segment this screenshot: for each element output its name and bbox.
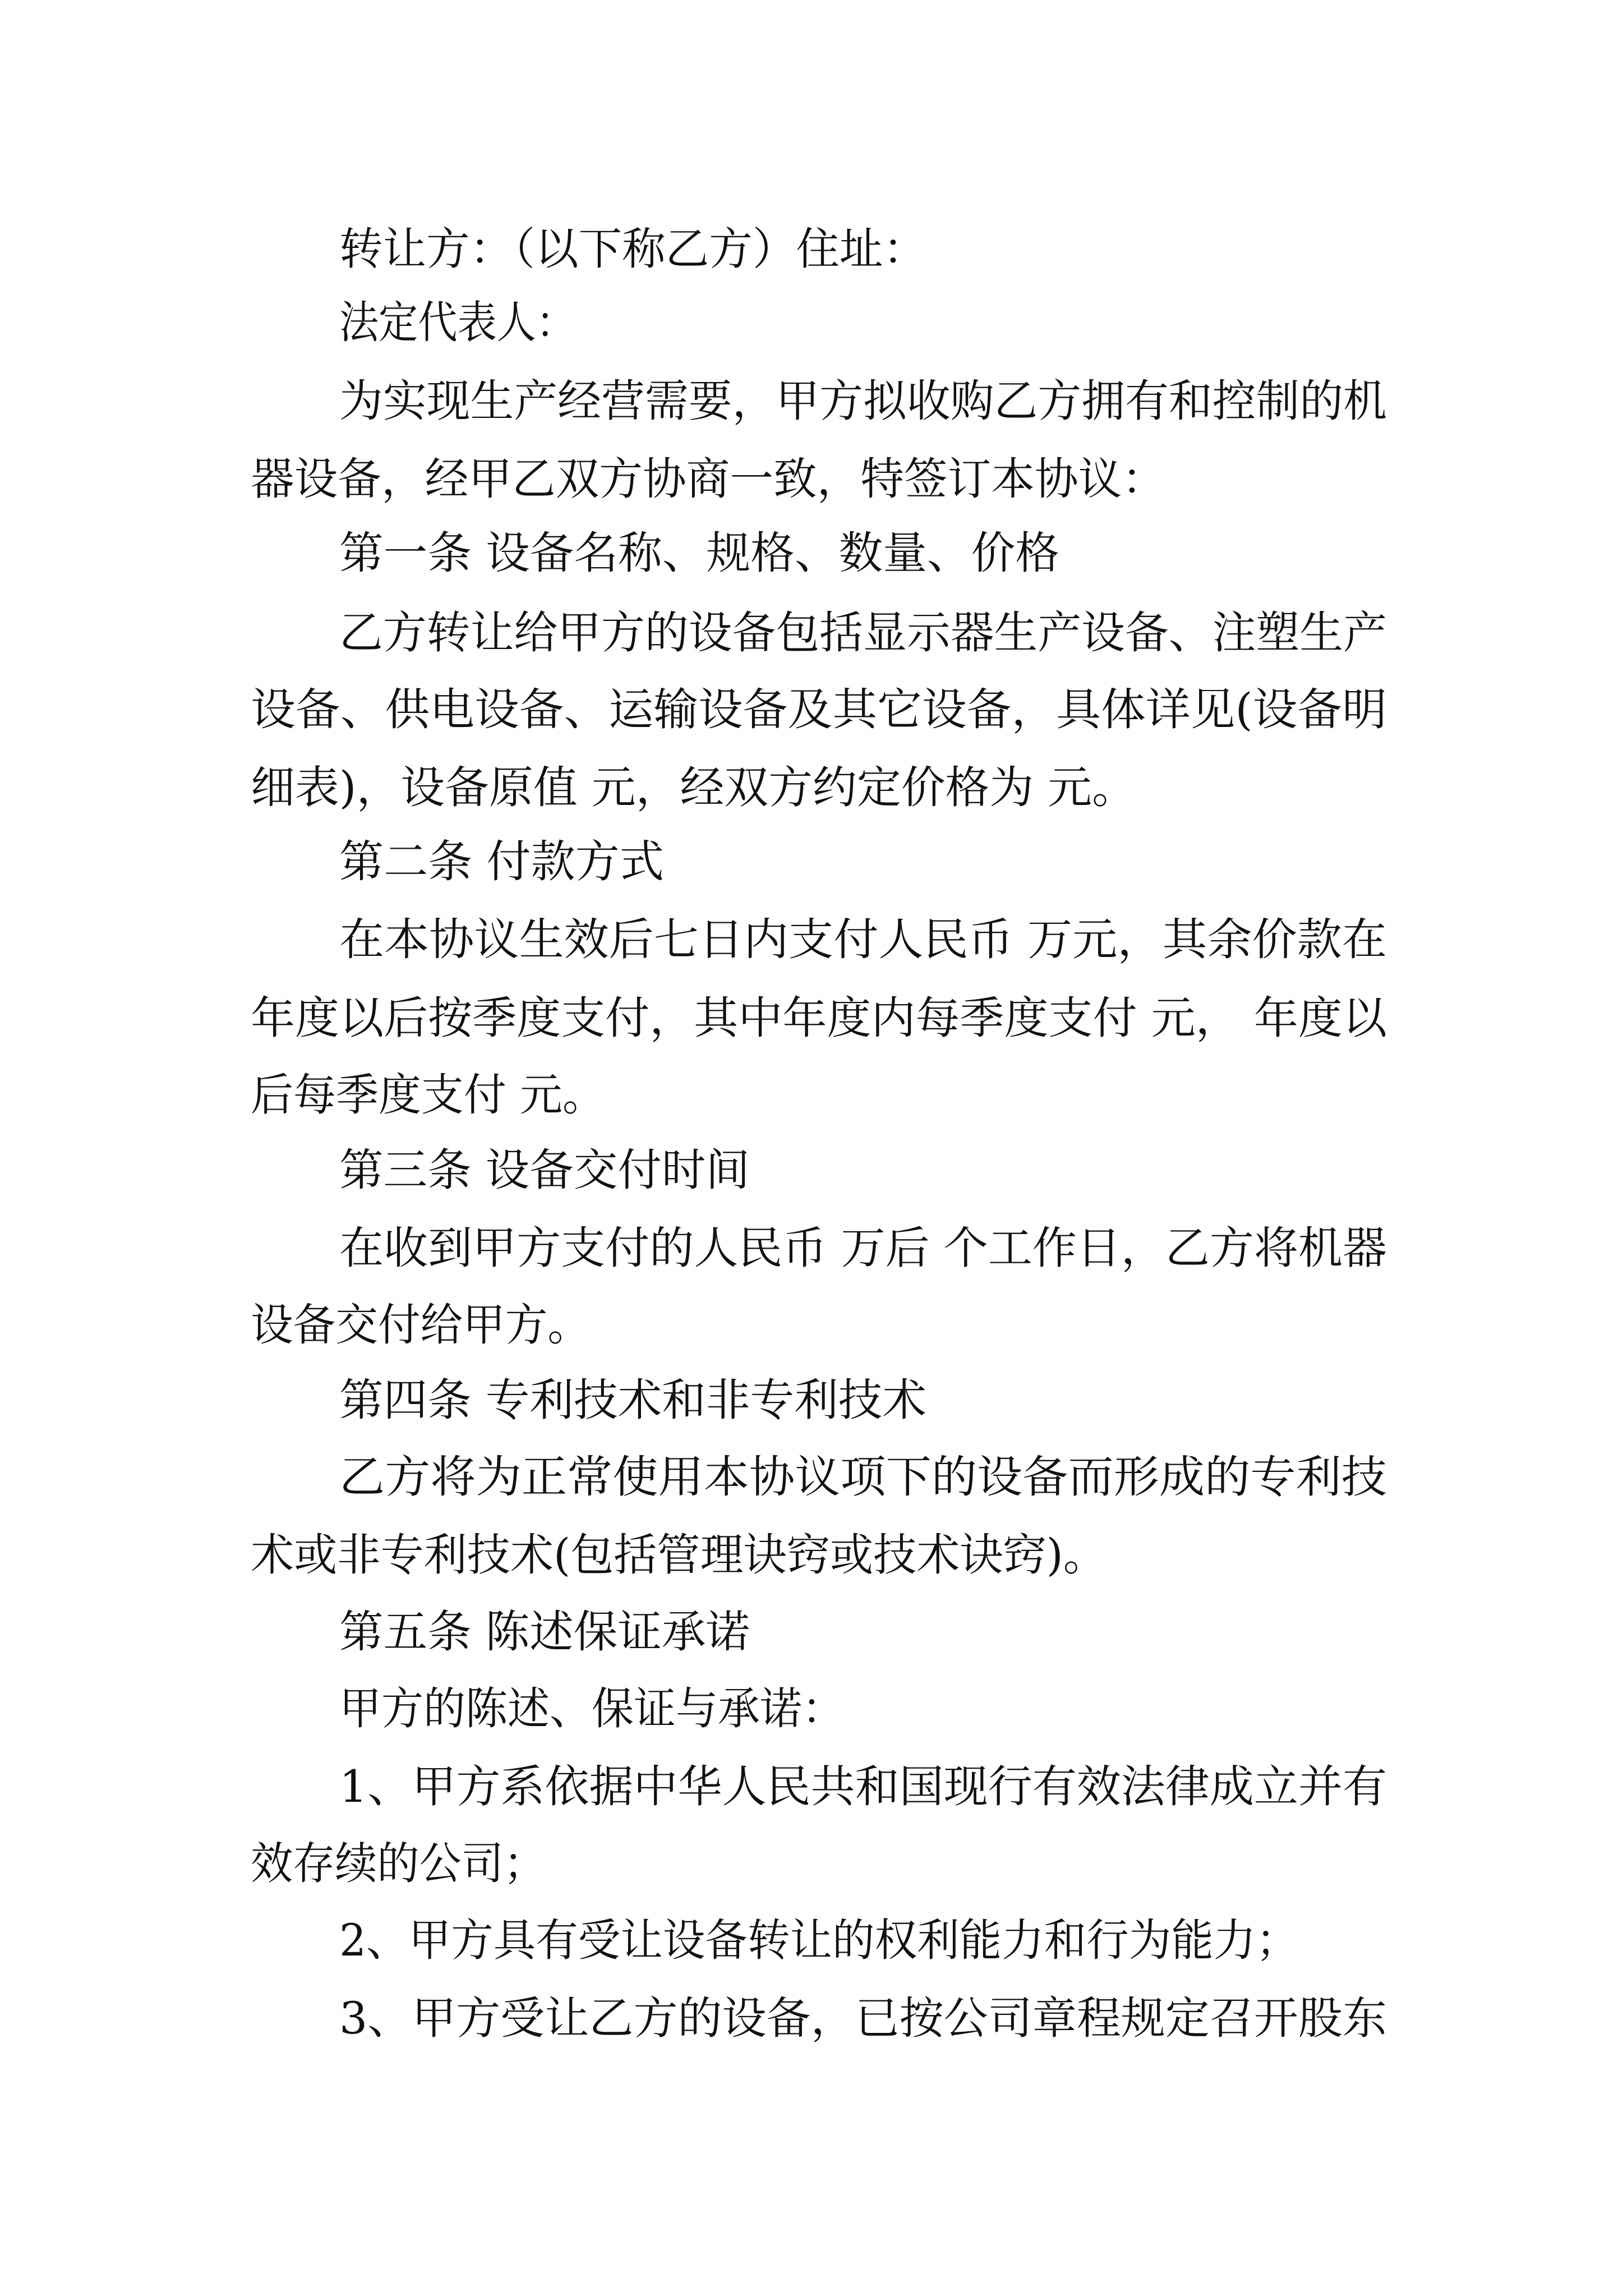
- section-heading: 第三条 设备交付时间: [339, 1144, 750, 1196]
- list-item-line: 效存续的公司；: [251, 1838, 546, 1889]
- paragraph-line: 转让方：（以下称乙方）住址：: [339, 223, 926, 275]
- paragraph-line: 器设备，经甲乙双方协商一致，特签订本协议：: [251, 453, 1165, 505]
- paragraph-line: 乙方转让给甲方的设备包括显示器生产设备、注塑生产: [339, 607, 1387, 659]
- paragraph-line: 乙方将为正常使用本协议项下的设备而形成的专利技: [339, 1451, 1387, 1503]
- section-heading: 第一条 设备名称、规格、数量、价格: [339, 527, 1059, 579]
- paragraph-line: 设备、供电设备、运输设备及其它设备，具体详见(设备明: [251, 684, 1387, 735]
- paragraph-line: 细表)，设备原值 元，经双方约定价格为 元。: [251, 762, 1136, 813]
- paragraph-line: 为实现生产经营需要，甲方拟收购乙方拥有和控制的机: [339, 375, 1387, 427]
- section-heading: 第五条 陈述保证承诺: [339, 1606, 750, 1658]
- paragraph-line: 法定代表人：: [339, 297, 575, 348]
- list-item-line: 2、甲方具有受让设备转让的权利能力和行为能力；: [339, 1915, 1298, 1966]
- section-heading: 第二条 付款方式: [339, 836, 664, 887]
- paragraph-line: 设备交付给甲方。: [251, 1299, 590, 1351]
- paragraph-line: 在收到甲方支付的人民币 万后 个工作日，乙方将机器: [339, 1222, 1387, 1274]
- paragraph-line: 后每季度支付 元。: [251, 1069, 605, 1121]
- paragraph-line: 甲方的陈述、保证与承诺：: [339, 1683, 844, 1734]
- paragraph-line: 术或非专利技术(包括管理诀窍或技术诀窍)。: [251, 1529, 1106, 1581]
- paragraph-line: 在本协议生效后七日内支付人民币 万元，其余价款在: [339, 914, 1387, 965]
- paragraph-line: 年度以后按季度支付，其中年度内每季度支付 元， 年度以: [251, 992, 1389, 1044]
- list-item-line: 1、甲方系依据中华人民共和国现行有效法律成立并有: [339, 1761, 1387, 1812]
- section-heading: 第四条 专利技术和非专利技术: [339, 1374, 926, 1426]
- list-item-line: 3、甲方受让乙方的设备，已按公司章程规定召开股东: [339, 1993, 1387, 2044]
